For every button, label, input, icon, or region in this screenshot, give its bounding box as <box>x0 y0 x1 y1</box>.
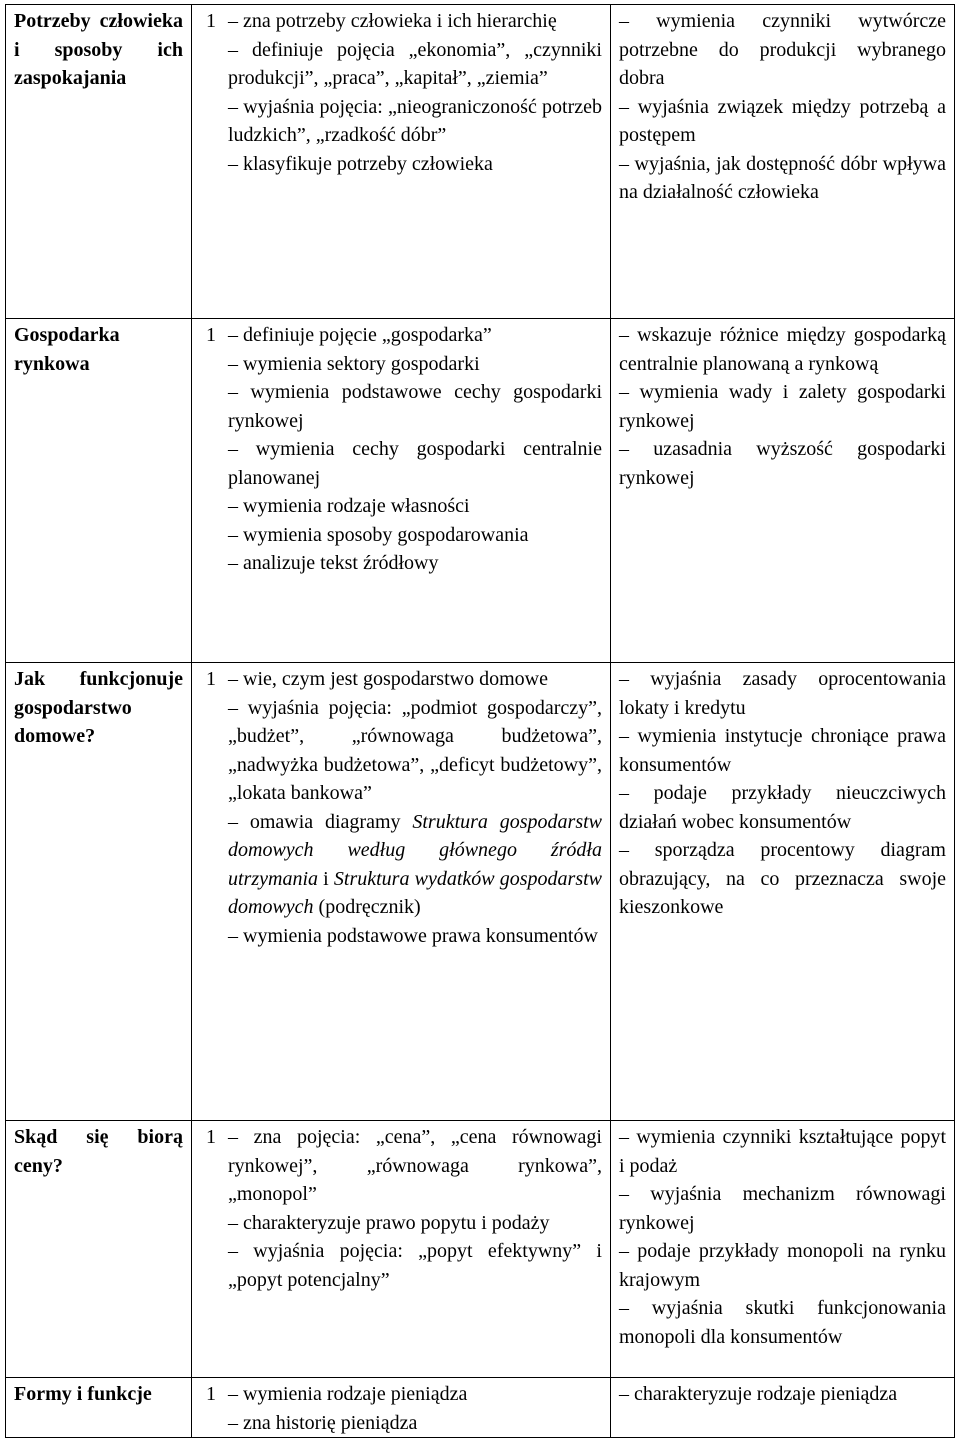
requirement-item: – uzasadnia wyższość gospodarki rynkowej <box>619 438 946 489</box>
grade-number: 1 <box>206 324 216 346</box>
requirements-cell <box>611 1378 955 1438</box>
requirement-item: – wyjaśnia, jak dostępność dóbr wpływa na działalność człowieka <box>619 152 946 203</box>
objective-item: – wymienia podstawowe cechy gospodarki rynkowej <box>228 381 602 432</box>
objective-item: – wie, czym jest gospodarstwo domowe <box>228 668 548 690</box>
topic-cell: Gospodarka rynkowa <box>6 319 192 663</box>
requirement-item: – wymienia instytucje chroniące prawa konsumentów <box>619 725 946 776</box>
objective-item: – zna pojęcia: „cena”, „cena równowagi rynkowej”, „równowaga rynkowa”, „monopol” <box>228 1126 602 1205</box>
objective-item: – analizuje tekst źródłowy <box>228 552 439 574</box>
topic-cell: Potrzeby człowieka i sposoby ich zaspokajania <box>6 5 192 319</box>
objective-item: – zna historię pieniądza <box>228 1411 418 1434</box>
requirement-item: – wymienia wady i zalety gospodarki rynkowej <box>619 381 946 432</box>
table-row <box>6 663 955 1121</box>
requirement-item: – wymienia czynniki wytwórcze potrzebne do produkcji wybranego dobra <box>619 10 946 89</box>
objective-item: – wyjaśnia pojęcia: „popyt efektywny” i „popyt potencjalny” <box>228 1240 602 1291</box>
table-row <box>6 5 955 319</box>
topic-cell: Skąd się biorą ceny? <box>6 1121 192 1378</box>
topic-cell: Jak funkcjonuje gospodarstwo domowe? <box>6 663 192 1121</box>
table-row <box>6 1121 955 1378</box>
objective-text: (podręcznik) <box>313 896 421 918</box>
requirement-item: – wyjaśnia związek między potrzebą a postępem <box>619 95 946 146</box>
objective-item: – charakteryzuje prawo popytu i podaży <box>228 1211 550 1234</box>
grade-number: 1 <box>206 668 216 690</box>
requirement-item: – sporządza procentowy diagram obrazujący, na co przeznacza swoje kieszonkowe <box>619 839 946 918</box>
curriculum-table <box>5 4 955 1438</box>
grade-number: 1 <box>206 10 216 32</box>
objective-item: – wymienia rodzaje własności <box>228 495 470 517</box>
objective-item: – wymienia sposoby gospodarowania <box>228 523 529 546</box>
diagram-title: Struktura wydatków gospodarstw domowych <box>228 867 603 918</box>
objective-text: i <box>318 867 334 890</box>
objective-item: – wymienia podstawowe prawa konsumentów <box>228 924 598 947</box>
table-row <box>6 319 955 663</box>
requirements-cell <box>611 319 955 663</box>
objective-item: – definiuje pojęcia „ekonomia”, „czynniki produkcji”, „praca”, „kapitał”, „ziemia” <box>228 38 602 89</box>
requirement-item: – wskazuje różnice między gospodarką centralnie planowaną a rynkową <box>619 324 946 375</box>
objective-item: – wymienia sektory gospodarki <box>228 352 480 375</box>
requirement-item: – wymienia czynniki kształtujące popyt i podaż <box>619 1126 946 1177</box>
requirement-item: – charakteryzuje rodzaje pieniądza <box>619 1383 898 1405</box>
objective-text: – omawia diagramy <box>228 810 413 833</box>
objective-item <box>228 808 602 922</box>
requirement-item: – wyjaśnia mechanizm równowagi rynkowej <box>619 1183 946 1234</box>
grade-number: 1 <box>206 1383 216 1405</box>
objective-item: – zna potrzeby człowieka i ich hierarchię <box>228 10 557 32</box>
objectives-cell <box>192 663 611 1121</box>
table-row <box>6 1378 955 1438</box>
objectives-cell <box>192 5 611 319</box>
diagram-title: Struktura gospodarstw domowych według głównego źródła utrzymania <box>228 810 602 890</box>
requirement-item: – wyjaśnia zasady oprocentowania lokaty i kredytu <box>619 668 946 719</box>
requirement-item: – wyjaśnia skutki funkcjonowania monopoli dla konsumentów <box>619 1297 946 1348</box>
grade-number: 1 <box>206 1126 216 1148</box>
objective-item: – wyjaśnia pojęcia: „podmiot gospodarczy”, „budżet”, „równowaga budżetowa”, „nadwyżka budżetowa”, „deficyt budżetowy”, „lokata bankowa” <box>228 696 602 804</box>
objective-item: – wymienia rodzaje pieniądza <box>228 1383 468 1405</box>
objective-item: – definiuje pojęcie „gospodarka” <box>228 324 492 346</box>
topic-cell: Formy i funkcje <box>6 1378 192 1438</box>
requirement-item: – podaje przykłady nieuczciwych działań wobec konsumentów <box>619 782 946 833</box>
objectives-cell <box>192 1378 611 1438</box>
requirements-cell <box>611 5 955 319</box>
objectives-cell <box>192 1121 611 1378</box>
requirements-cell <box>611 663 955 1121</box>
objective-item: – wymienia cechy gospodarki centralnie planowanej <box>228 438 602 489</box>
objective-item: – klasyfikuje potrzeby człowieka <box>228 152 493 175</box>
objectives-cell <box>192 319 611 663</box>
objective-item: – wyjaśnia pojęcia: „nieograniczoność potrzeb ludzkich”, „rzadkość dóbr” <box>228 95 602 146</box>
requirements-cell <box>611 1121 955 1378</box>
requirement-item: – podaje przykłady monopoli na rynku krajowym <box>619 1240 946 1291</box>
